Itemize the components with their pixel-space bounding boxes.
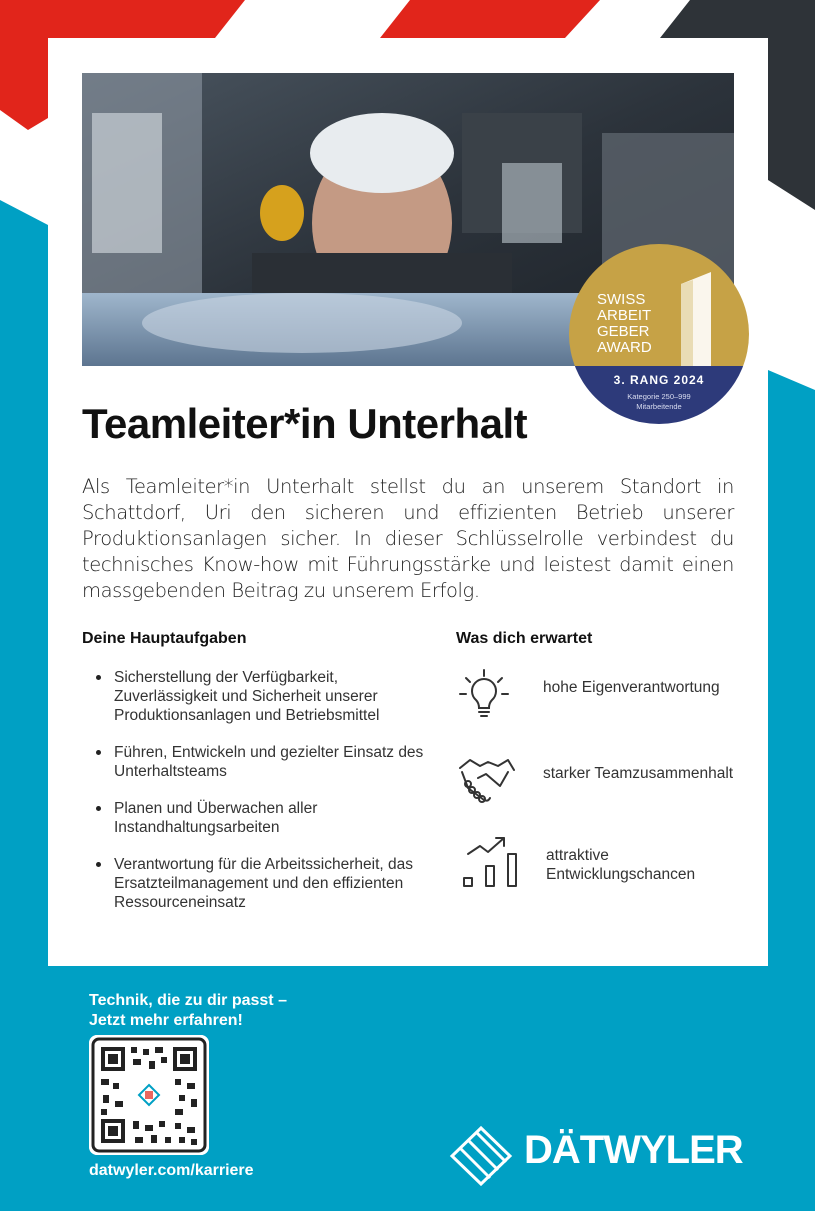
tasks-list — [96, 668, 436, 930]
badge-category: Kategorie 250–999 — [627, 392, 691, 401]
tasks-heading: Deine Hauptaufgaben — [82, 630, 247, 647]
list-item: Verantwortung für die Arbeitssicherheit, das Ersatzteilmanagement und den effizienten Ressourceneinsatz — [96, 855, 436, 912]
benefit-item — [456, 752, 746, 814]
benefit-label: starker Teamzusammenhalt — [543, 765, 734, 782]
job-intro: Als Teamleiter*in Unterhalt stellst du an unserem Standort in Schattdorf, Uri den sicheren und effizienten Betrieb unserer Produktionsanlagen sicher. In dieser Schlüsselrolle verbindest du technisches Know-how mit Führungsstärke und leistest damit einen massgebenden Beitrag zu unserem Erfolg. — [82, 475, 734, 602]
call-to-action: Technik, die zu dir passt – Jetzt mehr erfahren! — [89, 992, 287, 1029]
lightbulb-icon — [456, 668, 516, 728]
brand-name: DÄTWYLER — [524, 1128, 743, 1172]
datwyler-logo — [446, 1124, 776, 1188]
growth-chart-icon — [456, 834, 518, 894]
badge-line-4: AWARD — [597, 339, 652, 356]
badge-line-1: SWISS — [597, 291, 646, 308]
benefit-label: attraktive Entwicklungschancen — [546, 847, 696, 883]
logo-mark-icon — [446, 1124, 516, 1188]
benefit-item — [456, 834, 746, 896]
badge-line-2: ARBEIT — [597, 307, 652, 324]
benefits-heading: Was dich erwartet — [456, 630, 593, 647]
handshake-icon — [456, 752, 516, 812]
career-url-link[interactable]: datwyler.com/karriere — [89, 1162, 254, 1179]
list-item: Sicherstellung der Verfügbarkeit, Zuverlässigkeit und Sicherheit unserer Produktionsanlagen und Betriebsmittel — [96, 668, 436, 725]
list-item: Führen, Entwickeln und gezielter Einsatz des Unterhaltsteams — [96, 743, 436, 781]
award-badge — [569, 244, 749, 424]
benefit-label: hohe Eigenverantwortung — [543, 679, 720, 696]
qr-code[interactable] — [89, 1035, 209, 1155]
job-title: Teamleiter*in Unterhalt — [82, 400, 528, 447]
badge-rank: 3. RANG 2024 — [613, 373, 705, 387]
badge-category-unit: Mitarbeitende — [636, 402, 682, 411]
badge-line-3: GEBER — [597, 323, 650, 340]
list-item: Planen und Überwachen aller Instandhaltungsarbeiten — [96, 799, 436, 837]
benefit-item — [456, 668, 746, 730]
